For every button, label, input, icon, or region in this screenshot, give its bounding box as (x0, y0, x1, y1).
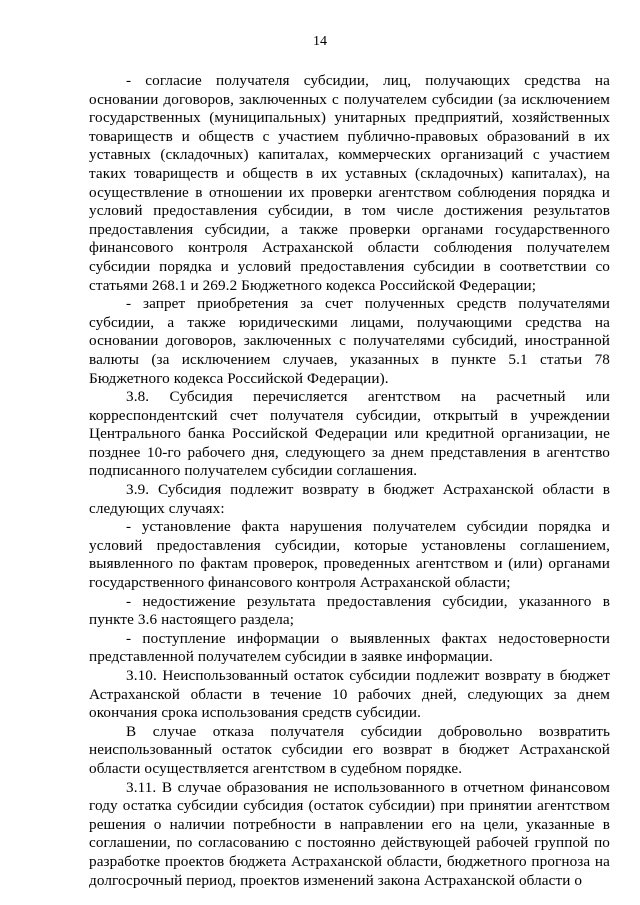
paragraph-3-8: 3.8. Субсидия перечисляется агентством на расчетный или корреспондентский счет получателя субсидии, открытый в учреждении Центрального банка Российской Федерации или кредитной организации, не позднее 10-го рабочего дня, следующего за днем представления в агентство подписанного получателем субсидии соглашения. (89, 388, 610, 480)
paragraph-refusal: В случае отказа получателя субсидии добровольно возвратить неиспользованный остаток субсидии его возврат в бюджет Астраханской области осуществляется агентством в судебном порядке. (89, 722, 610, 777)
paragraph-3-10: 3.10. Неиспользованный остаток субсидии подлежит возврату в бюджет Астраханской области в течение 10 рабочих дней, следующих за днем окончания срока использования средств субсидии. (89, 667, 610, 722)
paragraph-false-info: - поступление информации о выявленных фактах недостоверности представленной получателем субсидии в заявке информации. (89, 629, 610, 666)
paragraph-currency-ban: - запрет приобретения за счет полученных средств получателями субсидии, а также юридическими лицами, получающими средства на основании договоров, заключенных с получателями субсидий, иностранной валюты (за исключением случаев, указанных в пункте 5.1 статьи 78 Бюджетного кодекса Российской Федерации). (89, 295, 610, 387)
paragraph-violation: - установление факта нарушения получателем субсидии порядка и условий предоставления субсидии, которые установлены соглашением, выявленного по фактам проверок, проведенных агентством и (или) органами государственного финансового контроля Астраханской области; (89, 518, 610, 592)
paragraph-result-failure: - недостижение результата предоставления субсидии, указанного в пункте 3.6 настоящего раздела; (89, 592, 610, 629)
paragraph-3-9: 3.9. Субсидия подлежит возврату в бюджет Астраханской области в следующих случаях: (89, 481, 610, 517)
page-number: 14 (313, 34, 327, 49)
document-body (89, 72, 610, 890)
paragraph-3-11: 3.11. В случае образования не использованного в отчетном финансовом году остатка субсидии субсидия (остаток субсидии) при принятии агентством решения о наличии потребности в направлении его на цели, указанные в соглашении, по согласованию с постоянно действующей рабочей группой по разработке проектов бюджета Астраханской области, бюджетного прогноза на долгосрочный период, проектов изменений закона Астраханской области о (89, 778, 610, 889)
paragraph-consent: - согласие получателя субсидии, лиц, получающих средства на основании договоров, заключенных с получателем субсидии (за исключением государственных (муниципальных) унитарных предприятий, хозяйственных товариществ и обществ с участием публично-правовых образований в их уставных (складочных) капиталах, коммерческих организаций с участием таких товариществ и обществ в их уставных (складочных) капиталах), на осуществление в отношении их проверки агентством соблюдения порядка и условий предоставления субсидии, в том числе достижения результатов предоставления субсидии, а также проверки органами государственного финансового контроля Астраханской области соблюдения получателем субсидии порядка и условий предоставления субсидии в соответствии со статьями 268.1 и 269.2 Бюджетного кодекса Российской Федерации; (89, 72, 610, 294)
